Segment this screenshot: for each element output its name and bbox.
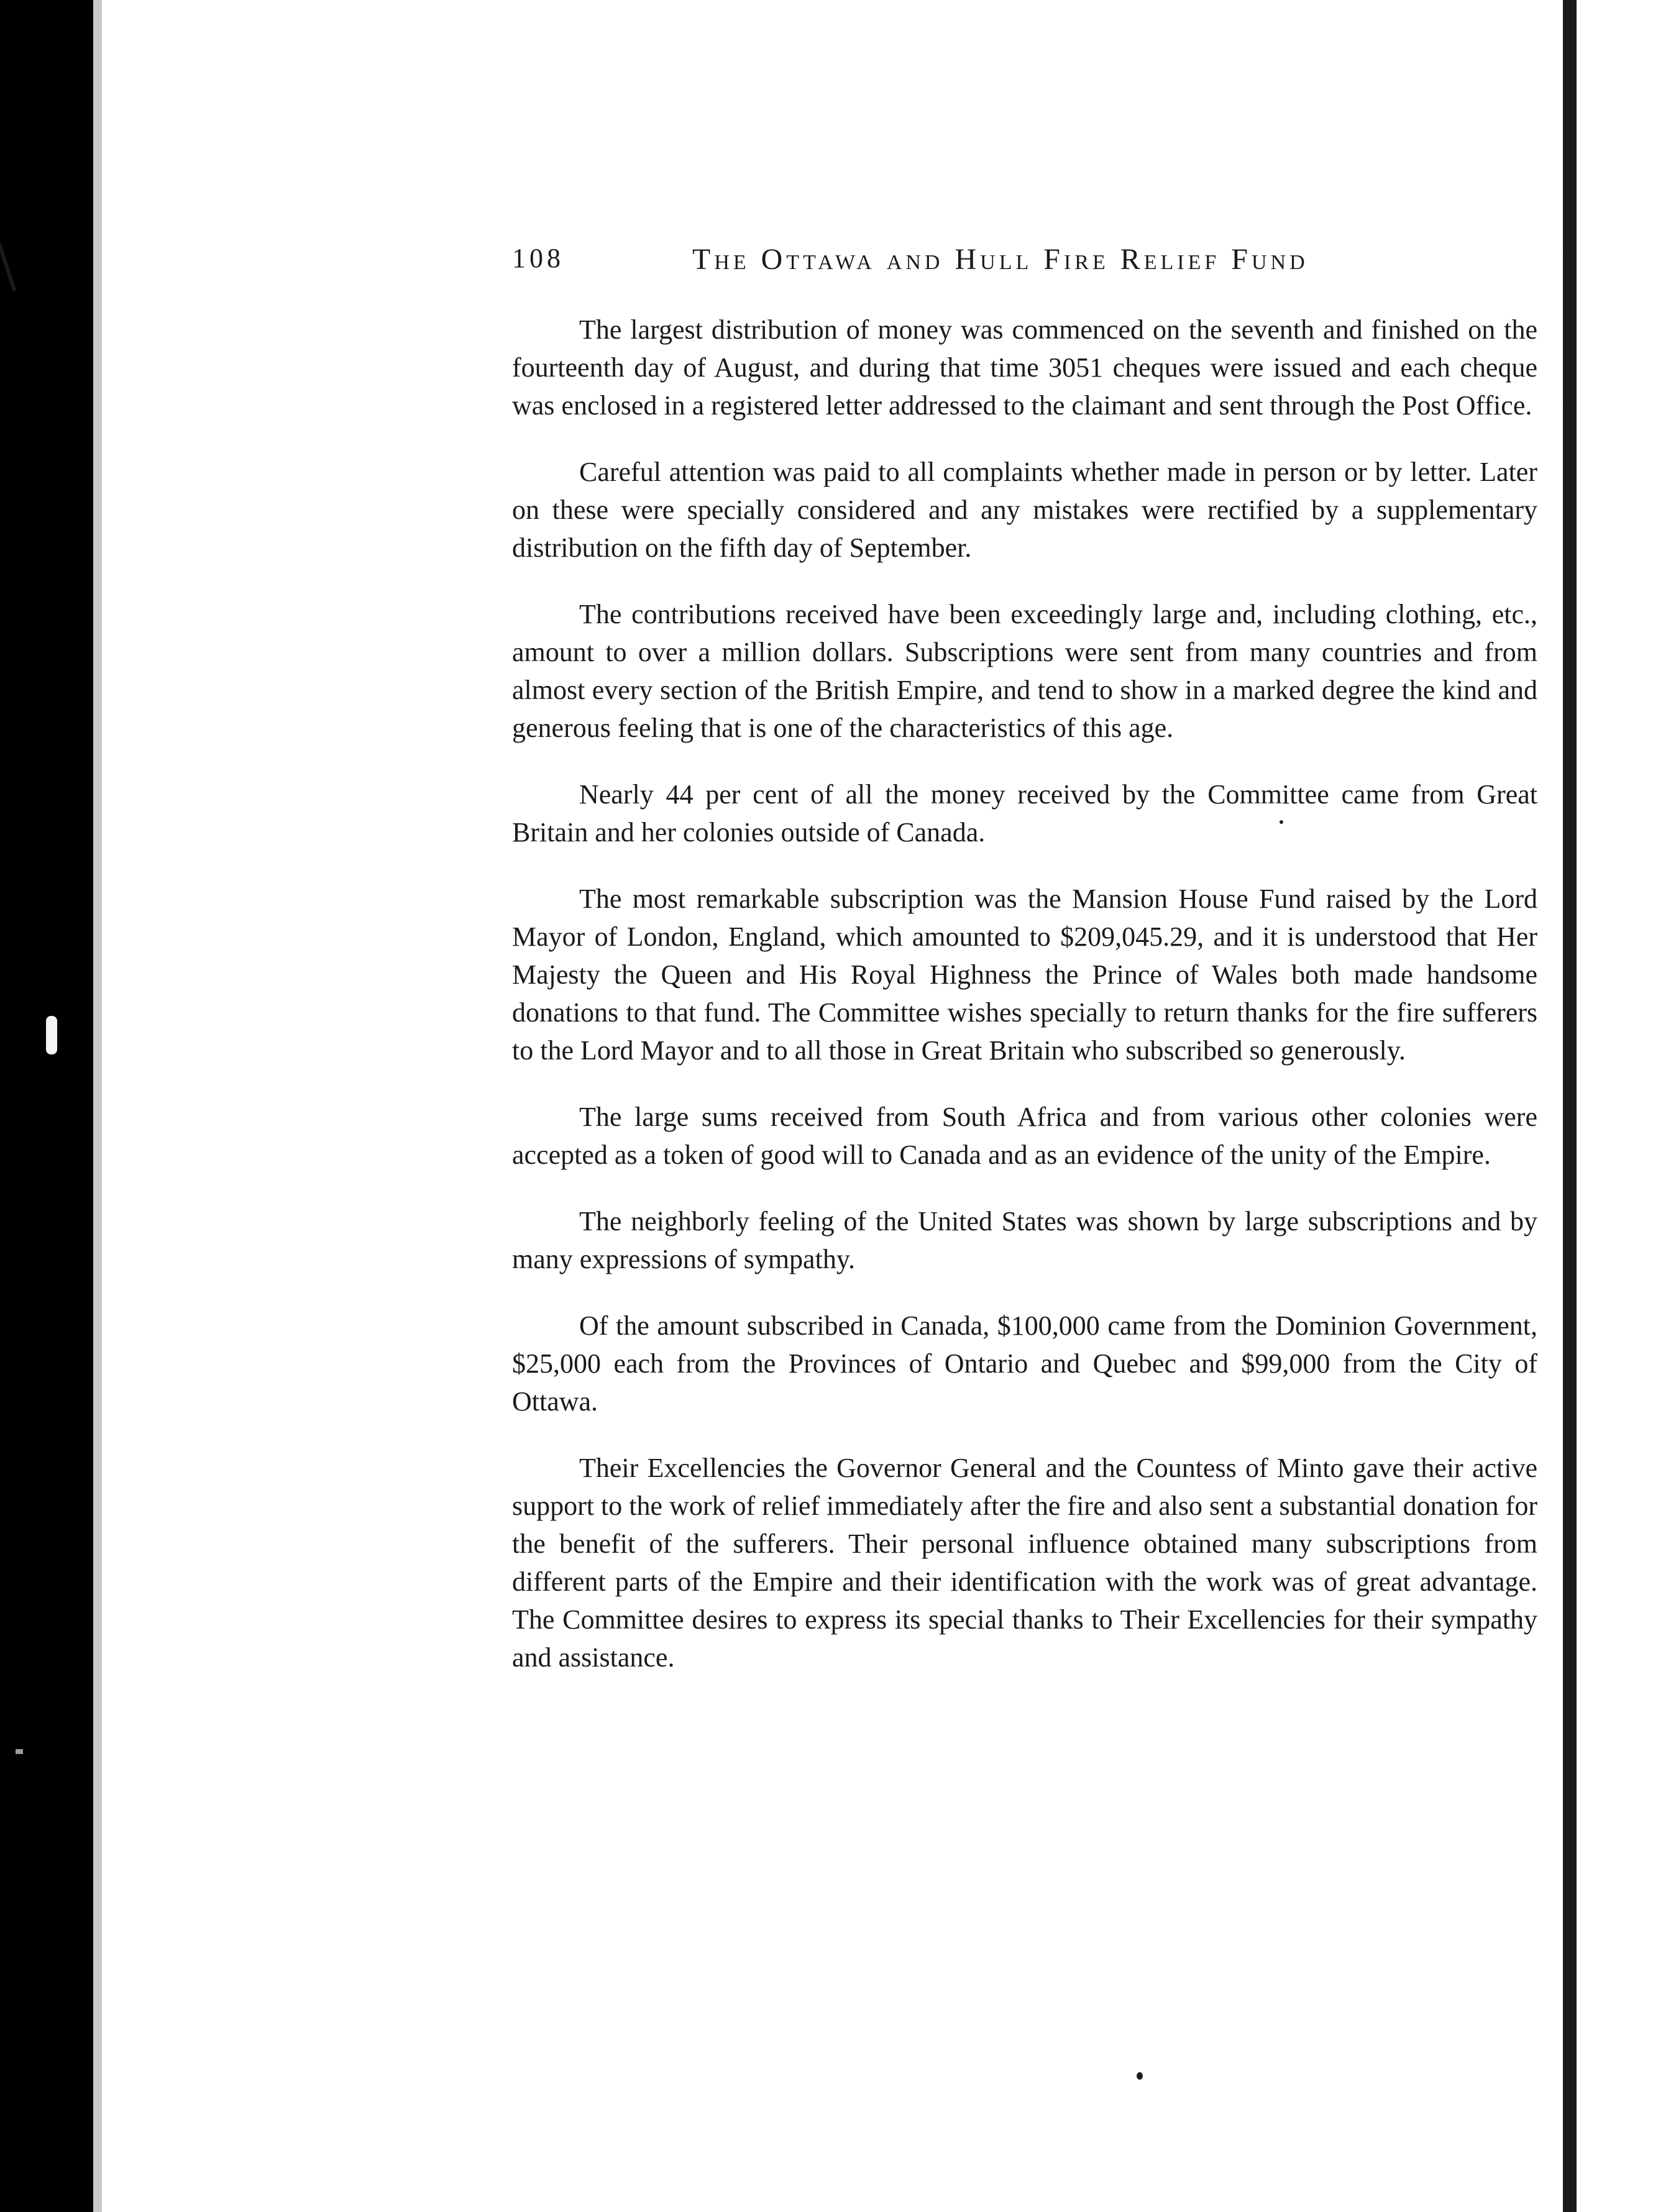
paragraph-mansion-house-fund: The most remarkable subscription was the Mansion House Fund raised by the Lord Mayor of London, England, which amounted to $209,045.29, and it is understood that Her Majesty the Queen and His Royal Highness the Prince of Wales both made handsome donations to that fund. The Committee wishes specially to return thanks for the fire sufferers to the Lord Mayor and to all those in Great Britain who subscribed so generously. [512, 884, 1537, 1066]
paragraph-contributions: The contributions received have been exceedingly large and, including clothing, etc., amount to over a million dollars. Subscriptions were sent from many countries and from almost every section of the British Empire, and tend to show in a marked degree the kind and generous feeling that is one of the characteristics of this age. [512, 599, 1537, 743]
paragraph-governor-general: Their Excellencies the Governor General and the Countess of Minto gave their active support to the work of relief immediately after the fire and also sent a substantial donation for the benefit of the sufferers. Their personal influence obtained many subscriptions from different parts of the Empire and their identification with the work was of great advantage. The Committee desires to express its special thanks to Their Excellencies for their sympathy and assistance. [512, 1453, 1537, 1673]
page-gutter-edge [1563, 0, 1577, 2212]
running-head [512, 242, 1537, 280]
left-margin-mark [16, 1749, 23, 1754]
paragraph-great-britain: Nearly 44 per cent of all the money received by the Committee came from Great Britain and her colonies outside of Canada. [512, 779, 1537, 848]
paragraph-united-states: The neighborly feeling of the United States was shown by large subscriptions and by many expressions of sympathy. [512, 1206, 1537, 1274]
ink-speck [1137, 2072, 1143, 2080]
page-text [512, 242, 1537, 1705]
adjacent-page-edge [1577, 0, 1653, 2212]
paragraph-south-africa: The large sums received from South Africa and from various other colonies were accepted as a token of good will to Canada and as an evidence of the unity of the Empire. [512, 1102, 1537, 1170]
edge-speck [1566, 247, 1572, 255]
running-title: The Ottawa and Hull Fire Relief Fund [692, 243, 1309, 276]
paragraph-complaints: Careful attention was paid to all complaints whether made in person or by letter. Later on these were specially considered and any mistakes were rectified by a supplementary distribution on the fifth day of September. [512, 457, 1537, 563]
book-page [93, 0, 1593, 2212]
left-margin-mark [46, 1016, 57, 1054]
left-margin-mark [0, 243, 16, 291]
paragraph-canada-amounts: Of the amount subscribed in Canada, $100,000 came from the Dominion Government, $25,000 each from the Provinces of Ontario and Quebec and $99,000 from the City of Ottawa. [512, 1310, 1537, 1417]
edge-speck [1566, 403, 1572, 410]
paragraph-distribution: The largest distribution of money was commenced on the seventh and finished on the fourteenth day of August, and during that time 3051 cheques were issued and each cheque was enclosed in a registered letter addressed to the claimant and sent through the Post Office. [512, 314, 1537, 421]
ink-speck [1280, 820, 1283, 824]
page-number: 108 [512, 243, 564, 273]
